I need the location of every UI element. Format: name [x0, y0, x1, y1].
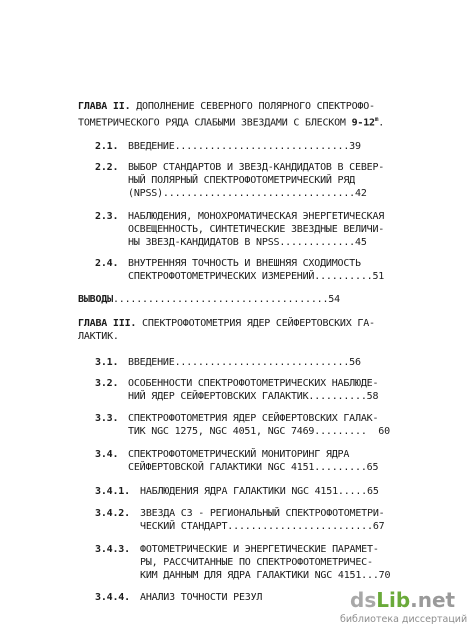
- section-3-1-entry: ВВЕДЕНИЕ..............................56: [128, 357, 361, 368]
- section-2-3-number: 2.3.: [95, 211, 119, 222]
- chapter-2-title-part-1: ДОПОЛНЕНИЕ СЕВЕРНОГО ПОЛЯРНОГО СПЕКТРОФО-: [130, 101, 375, 112]
- watermark-subtitle: библиотека диссертаций: [340, 614, 467, 625]
- section-2-2-line-3: (NPSS).................................42: [128, 188, 367, 199]
- section-2-4-number: 2.4.: [95, 258, 119, 269]
- logo-ds: ds: [350, 588, 377, 612]
- section-3-2-line-2: НИЙ ЯДЕР СЕЙФЕРТОВСКИХ ГАЛАКТИК..........58: [128, 391, 379, 402]
- section-2-2-number: 2.2.: [95, 162, 119, 173]
- section-2-1-number: 2.1.: [95, 141, 119, 152]
- logo-lib: Lib: [376, 588, 411, 612]
- section-2-4-line-1: ВНУТРЕННЯЯ ТОЧНОСТЬ И ВНЕШНЯЯ СХОДИМОСТЬ: [128, 258, 361, 269]
- section-3-4-4-number: 3.4.4.: [95, 592, 130, 603]
- section-3-1-number: 3.1.: [95, 357, 119, 368]
- conclusions-label: ВЫВОДЫ: [78, 294, 113, 305]
- section-3-4-3-line-2: РЫ, РАССЧИТАННЫЕ ПО СПЕКТРОФОТОМЕТРИЧЕС-: [140, 557, 373, 568]
- chapter-3-heading-line-2: ЛАКТИК.: [78, 331, 119, 342]
- section-3-4-3-line-1: ФОТОМЕТРИЧЕСКИЕ И ЭНЕРГЕТИЧЕСКИЕ ПАРАМЕТ-: [140, 544, 379, 555]
- section-3-4-3-number: 3.4.3.: [95, 544, 130, 555]
- chapter-2-heading-line-2: [78, 114, 384, 129]
- section-3-4-number: 3.4.: [95, 449, 119, 460]
- conclusions-leader: .....................................54: [112, 294, 340, 305]
- site-logo: [350, 588, 455, 612]
- chapter-2-title-part-2: ТОМЕТРИЧЕСКОГО РЯДА СЛАБЫМИ ЗВЕЗДАМИ С БЛЕСКОМ: [78, 117, 352, 129]
- section-2-3-line-2: ОСВЕЩЕННОСТЬ, СИНТЕТИЧЕСКИЕ ЗВЕЗДНЫЕ ВЕЛИЧИ-: [128, 224, 385, 235]
- chapter-2-title-end: .: [378, 117, 385, 129]
- chapter-3-heading-line-1: [78, 318, 375, 330]
- section-2-3-line-3: НЫ ЗВЕЗД-КАНДИДАТОВ В NPSS.............45: [128, 237, 367, 248]
- chapter-3-title-part-1: СПЕКТРОФОТОМЕТРИЯ ЯДЕР СЕЙФЕРТОВСКИХ ГА-: [136, 318, 375, 329]
- section-2-2-line-1: ВЫБОР СТАНДАРТОВ И ЗВЕЗД-КАНДИДАТОВ В СЕВЕР-: [128, 162, 385, 173]
- section-3-4-2-line-1: ЗВЕЗДА С3 - РЕГИОНАЛЬНЫЙ СПЕКТРОФОТОМЕТРИ-: [140, 508, 385, 519]
- section-3-4-2-number: 3.4.2.: [95, 508, 130, 519]
- section-3-4-line-1: СПЕКТРОФОТОМЕТРИЧЕСКИЙ МОНИТОРИНГ ЯДРА: [128, 449, 350, 460]
- chapter-3-label: ГЛАВА III.: [78, 318, 137, 329]
- magnitude-range: 9-12: [351, 117, 375, 129]
- section-2-3-line-1: НАБЛЮДЕНИЯ, МОНОХРОМАТИЧЕСКАЯ ЭНЕРГЕТИЧЕСКАЯ: [128, 211, 385, 222]
- section-2-1-entry: ВВЕДЕНИЕ..............................39: [128, 141, 361, 152]
- section-2-4-line-2: СПЕКТРОФОТОМЕТРИЧЕСКИХ ИЗМЕРЕНИЙ..........51: [128, 271, 385, 282]
- section-3-3-line-1: СПЕКТРОФОТОМЕТРИЯ ЯДЕР СЕЙФЕРТОВСКИХ ГАЛАК-: [128, 413, 379, 424]
- magnitude-superscript: m: [374, 116, 379, 123]
- chapter-2-label: ГЛАВА II.: [78, 101, 131, 112]
- section-3-3-line-2: ТИК NGC 1275, NGC 4051, NGC 7469......... 60: [128, 426, 390, 437]
- section-3-4-3-line-3: КИМ ДАННЫМ ДЛЯ ЯДРА ГАЛАКТИКИ NGC 4151...70: [140, 570, 391, 581]
- logo-net: .net: [410, 588, 456, 612]
- section-3-4-2-line-2: ЧЕСКИЙ СТАНДАРТ.........................67: [140, 521, 385, 532]
- section-3-2-number: 3.2.: [95, 378, 119, 389]
- section-3-4-line-2: СЕЙФЕРТОВСКОЙ ГАЛАКТИКИ NGC 4151.........65: [128, 462, 379, 473]
- chapter-2-heading-line-1: [78, 101, 375, 113]
- section-3-4-1-entry: НАБЛЮДЕНИЯ ЯДРА ГАЛАКТИКИ NGC 4151.....65: [140, 486, 379, 497]
- section-2-2-line-2: НЫЙ ПОЛЯРНЫЙ СПЕКТРОФОТОМЕТРИЧЕСКИЙ РЯД: [128, 175, 355, 186]
- watermark: [340, 588, 467, 632]
- section-3-2-line-1: ОСОБЕННОСТИ СПЕКТРОФОТОМЕТРИЧЕСКИХ НАБЛЮДЕ-: [128, 378, 379, 389]
- section-3-4-1-number: 3.4.1.: [95, 486, 130, 497]
- section-3-3-number: 3.3.: [95, 413, 119, 424]
- section-3-4-4-entry: АНАЛИЗ ТОЧНОСТИ РЕЗУЛ: [140, 592, 263, 603]
- conclusions-entry: [78, 294, 340, 306]
